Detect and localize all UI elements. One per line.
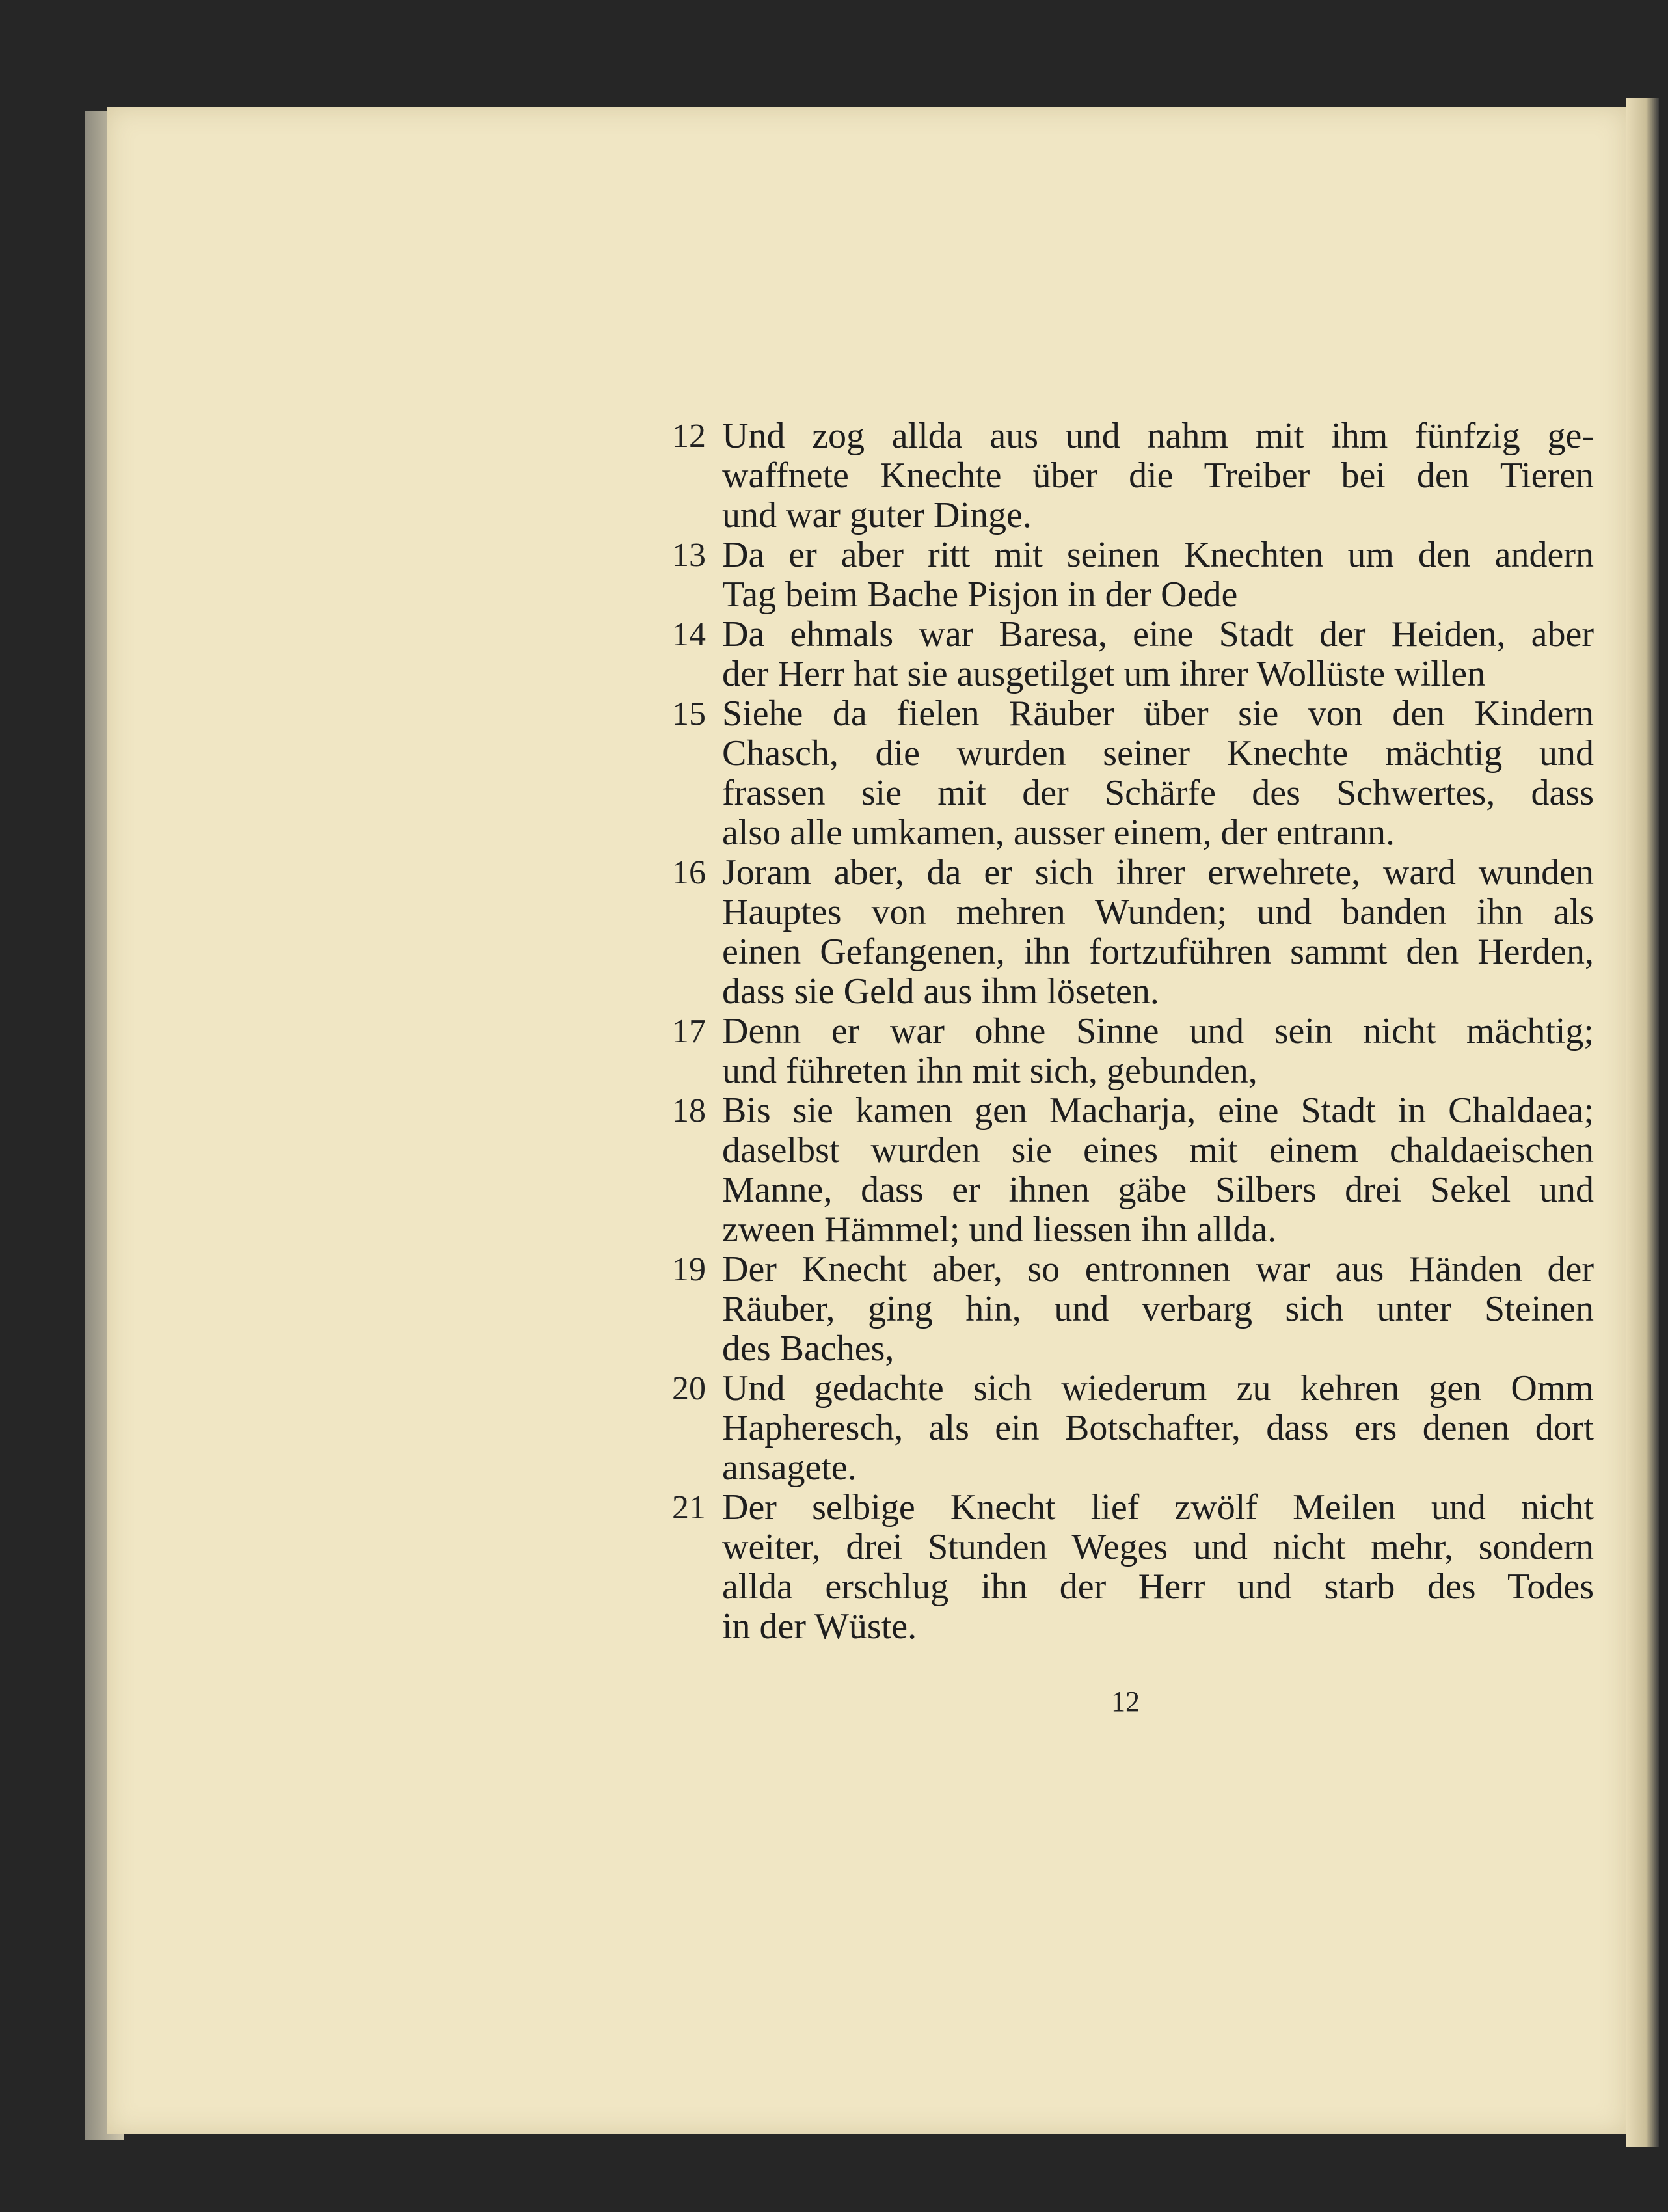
verse — [651, 1012, 1594, 1091]
verse-line: Räuber, ging hin, und verbarg sich unter Steinen — [722, 1289, 1594, 1329]
verse — [651, 1091, 1594, 1250]
verse-line: allda erschlug ihn der Herr und starb des Todes — [722, 1567, 1594, 1607]
verse-line: Der selbige Knecht lief zwölf Meilen und nicht — [722, 1487, 1594, 1528]
verse-number: 12 — [672, 418, 706, 455]
verse-number: 17 — [672, 1013, 706, 1050]
verse-line: daselbst wurden sie eines mit einem chaldaeischen — [722, 1130, 1594, 1170]
verse-list — [651, 416, 1594, 1647]
verse-line: Da er aber ritt mit seinen Knechten um den andern — [722, 535, 1594, 575]
verse — [651, 853, 1594, 1012]
verse-number: 16 — [672, 854, 706, 891]
verse-line: Und gedachte sich wiederum zu kehren gen Omm — [722, 1368, 1594, 1409]
verse-line: der Herr hat sie ausgetilget um ihrer Wollüste willen — [722, 654, 1486, 694]
verse-line: und war guter Dinge. — [722, 495, 1032, 535]
verse-number: 15 — [672, 695, 706, 733]
verse-line: Hauptes von mehren Wunden; und banden ihn als — [722, 892, 1594, 932]
verse-line: Da ehmals war Baresa, eine Stadt der Heiden, aber — [722, 614, 1594, 654]
verse — [651, 1250, 1594, 1369]
verse-line: einen Gefangenen, ihn fortzuführen sammt den Herden, — [722, 932, 1594, 972]
verse-line: dass sie Geld aus ihm löseten. — [722, 971, 1159, 1012]
page-right-edge — [1626, 98, 1659, 2147]
page-number: 12 — [1111, 1686, 1140, 1718]
verse-line: frassen sie mit der Schärfe des Schwertes, dass — [722, 773, 1594, 813]
verse-number: 14 — [672, 616, 706, 653]
verse-line: weiter, drei Stunden Weges und nicht mehr, sondern — [722, 1527, 1594, 1567]
verse-line: Joram aber, da er sich ihrer erwehrete, ward wunden — [722, 852, 1594, 893]
verse-number: 18 — [672, 1092, 706, 1129]
verse-line: des Baches, — [722, 1329, 895, 1369]
verse-line: zween Hämmel; und liessen ihn allda. — [722, 1209, 1277, 1250]
verse-line: Und zog allda aus und nahm mit ihm fünfzig ge- — [722, 416, 1594, 456]
verse-line: Der Knecht aber, so entronnen war aus Händen der — [722, 1249, 1594, 1289]
verse-line: also alle umkamen, ausser einem, der entrann. — [722, 813, 1395, 853]
verse-number: 20 — [672, 1370, 706, 1407]
verse-line: Bis sie kamen gen Macharja, eine Stadt in Chaldaea; — [722, 1090, 1594, 1131]
verse-line: in der Wüste. — [722, 1606, 917, 1647]
verse-line: Chasch, die wurden seiner Knechte mächtig und — [722, 733, 1594, 774]
verse-line: ansagete. — [722, 1448, 857, 1488]
verse — [651, 1488, 1594, 1647]
verse — [651, 535, 1594, 615]
verse-line: waffnete Knechte über die Treiber bei den Tieren — [722, 455, 1594, 496]
verse-line: Siehe da fielen Räuber über sie von den Kindern — [722, 694, 1594, 734]
verse-number: 13 — [672, 537, 706, 574]
verse-line: Manne, dass er ihnen gäbe Silbers drei Sekel und — [722, 1170, 1594, 1210]
verse-line: und führeten ihn mit sich, gebunden, — [722, 1051, 1258, 1091]
verse — [651, 615, 1594, 694]
verse — [651, 1369, 1594, 1488]
verse-line: Hapheresch, als ein Botschafter, dass ers denen dort — [722, 1408, 1594, 1448]
verse-line: Denn er war ohne Sinne und sein nicht mächtig; — [722, 1011, 1594, 1051]
verse — [651, 416, 1594, 535]
verse-number: 19 — [672, 1251, 706, 1288]
verse — [651, 694, 1594, 853]
verse-number: 21 — [672, 1489, 706, 1526]
verse-line: Tag beim Bache Pisjon in der Oede — [722, 574, 1238, 615]
